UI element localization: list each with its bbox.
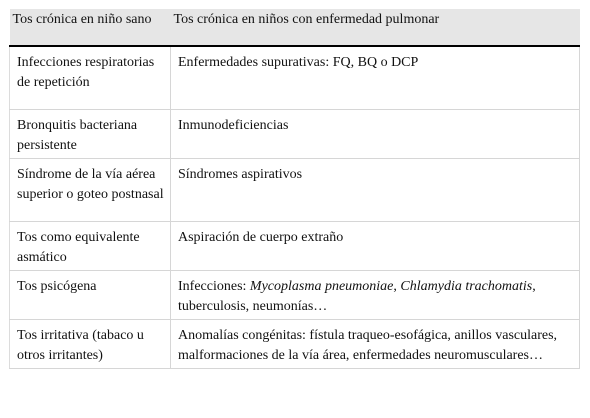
causes-table xyxy=(9,9,580,369)
cell-healthy-cause: Síndrome de la vía aérea superior o goteo postnasal xyxy=(10,158,171,221)
cell-healthy-cause: Bronquitis bacteriana persistente xyxy=(10,109,171,158)
cell-disease-cause: Síndromes aspirativos xyxy=(171,158,580,221)
table-row xyxy=(10,109,580,158)
header-child-with-lung-disease: Tos crónica en niños con enfermedad pulmonar xyxy=(171,9,580,46)
cell-healthy-cause: Tos psicógena xyxy=(10,270,171,319)
table-header xyxy=(10,9,580,46)
table-row xyxy=(10,221,580,270)
infections-prefix: Infecciones: xyxy=(178,278,250,294)
table-body xyxy=(10,46,580,368)
pathogen-chlamydia: Chlamydia trachomatis xyxy=(400,278,533,294)
cell-disease-cause: Anomalías congénitas: fístula traqueo-esofágica, anillos vasculares, malformaciones de la vía área, enfermedades neuromusculares… xyxy=(171,319,580,368)
cell-healthy-cause: Tos irritativa (tabaco u otros irritantes) xyxy=(10,319,171,368)
header-healthy-child: Tos crónica en niño sano xyxy=(10,9,171,46)
table-row xyxy=(10,319,580,368)
header-row xyxy=(10,9,580,46)
pathogen-separator: , xyxy=(393,278,401,294)
cell-healthy-cause: Infecciones respiratorias de repetición xyxy=(10,46,171,109)
table-row xyxy=(10,158,580,221)
cell-disease-cause: Aspiración de cuerpo extraño xyxy=(171,221,580,270)
table-row xyxy=(10,270,580,319)
cell-disease-cause: Enfermedades supurativas: FQ, BQ o DCP xyxy=(171,46,580,109)
cell-disease-cause xyxy=(171,270,580,319)
cell-disease-cause: Inmunodeficiencias xyxy=(171,109,580,158)
table-row xyxy=(10,46,580,109)
infections-suffix: , tuberculosis, neumonías… xyxy=(178,278,536,314)
pathogen-mycoplasma: Mycoplasma pneumoniae xyxy=(249,278,394,294)
cell-healthy-cause: Tos como equivalente asmático xyxy=(10,221,171,270)
